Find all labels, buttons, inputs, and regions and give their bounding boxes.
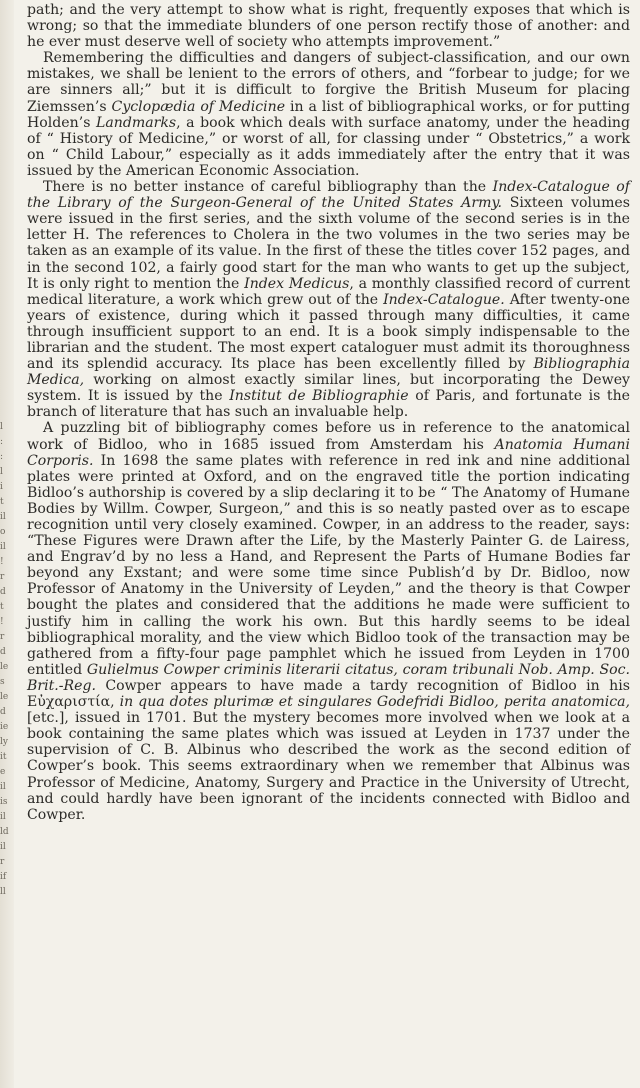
italic-run: Bibliographia Medica, xyxy=(27,356,630,389)
italic-run: Anatomia Humani Corporis. xyxy=(27,436,631,469)
italic-run: Index Medicus xyxy=(244,275,350,292)
text-run: , a book which deals with surface anatomy, under the heading of “ History of Medicine,” or worst of all, for classing under “ Obstetrics,” a work on “ Child Labour,” especially as it adds immediately after the entry that it was issued by the American Economic Association. xyxy=(27,114,630,179)
text-run: [etc.], issued in 1701. But the mystery becomes more involved when we look at a book containing the same plates which was issued at Leyden in 1737 under the supervision of C. B. Albinus who described the work as the second edition of Cowper’s book. This seems extraordinary when we remember that Albinus was Professor of Medicine, Anatomy, Surgery and Practice in the University of Utrecht, and could hardly have been ignorant of the incidents connected with Bidloo and Cowper. xyxy=(27,710,630,823)
page-body xyxy=(27,2,630,823)
italic-run: Index-Catalogue of the Library of the Surgeon-General of the United States Army. xyxy=(27,179,630,212)
italic-run: Gulielmus Cowper criminis literarii citatus, coram tribunali Nob. Amp. Soc. Brit.-Reg. xyxy=(27,661,630,694)
text-run: There is no better instance of careful bibliography than the xyxy=(43,179,493,196)
paragraph-opening xyxy=(27,2,630,50)
text-run: In 1698 the same plates with reference in red ink and nine additional plates were printed at Oxford, and on the engraved title the portion indicating Bidloo’s authorship is covered by a slip declaring it to be “ The Anatomy of Humane Bodies by Willm. Cowper, Surgeon,” and this is so neatly pasted over as to escape recognition until very closely examined. Cowper, in an address to the reader, says: “These Figures were Drawn after the Life, by the Masterly Painter G. de Lairess, and Engrav’d by no less a Hand, and Represent the Parts of Humane Bodies far beyond any Exstant; and were some time since Publish’d by Dr. Bidloo, now Professor of Anatomy in the University of Leyden,” and the theory is that Cowper bought the plates and considered that the additions he made were sufficient to justify him in calling the work his own. But this hardly seems to be ideal bibliographical morality, and the view which Bidloo took of the transaction may be gathered from a fifty-four page pamphlet which he issued from Leyden in 1700 entitled xyxy=(27,452,630,678)
text-run: After twenty-one years of existence, during which it passed through many difficulties, it came through insufficient support to an end. It is a book simply indispensable to the librarian and the student. The most expert cataloguer must admit its thoroughness and its splendid accuracy. Its place has been excellently filled by xyxy=(27,291,630,373)
text-run: working on almost exactly similar lines, but incorporating the Dewey system. It is issued by the xyxy=(27,372,630,405)
text-run: path; and the very attempt to show what is right, frequently exposes that which is wrong; so that the immediate blunders of one person rectify those of another: and he ever must deserve well of society who attempts improvement.” xyxy=(27,2,630,51)
italic-run: Institut de Bibliographie xyxy=(229,388,409,405)
text-run: , a monthly classified record of current medical literature, a work which grew out of the xyxy=(27,275,630,308)
paragraph-index-catalogue xyxy=(27,179,630,420)
text-run: A puzzling bit of bibliography comes before us in reference to the anatomical work of Bidloo, who in 1685 issued from Amsterdam his xyxy=(27,420,630,453)
text-run: Cowper appears to have made a tardy recognition of Bidloo in his Εὐχαριστία, xyxy=(27,677,630,711)
paragraph-bidloo xyxy=(27,420,630,822)
italic-run: in qua dotes plurimæ et singulares Godefridi Bidloo, perita anatomica, xyxy=(119,694,631,711)
italic-run: Index-Catalogue. xyxy=(383,291,505,308)
italic-run: Cyclopædia of Medicine xyxy=(111,98,286,115)
italic-run: Landmarks xyxy=(95,114,177,131)
text-run: of Paris, and fortunate is the branch of literature that has such an invaluable help. xyxy=(27,388,631,421)
text-run: Sixteen volumes were issued in the first series, and the sixth volume of the second series is in the letter H. The references to Cholera in the two volumes in the two series may be taken as an example of its value. In the first of these the titles cover 152 pages, and in the second 102, a fairly good start for the man who wants to get up the subject, It is only right to mention the xyxy=(27,195,631,292)
text-run: in a list of bibliographical works, or for putting Holden’s xyxy=(27,98,630,131)
text-run: Remembering the difficulties and dangers of subject-classification, and our own mistakes, we shall be lenient to the errors of others, and “forbear to judge; for we are sinners all;” but it is difficult to forgive the British Museum for placing Ziemssen’s xyxy=(27,50,630,115)
paragraph-classification xyxy=(27,50,630,179)
gutter-bleed-through-marks: l : : l i t il o il ! r d t ! r d le s le d ie ly it e il is il ld il r if ll xyxy=(0,422,9,897)
binding-gutter xyxy=(0,0,14,1088)
